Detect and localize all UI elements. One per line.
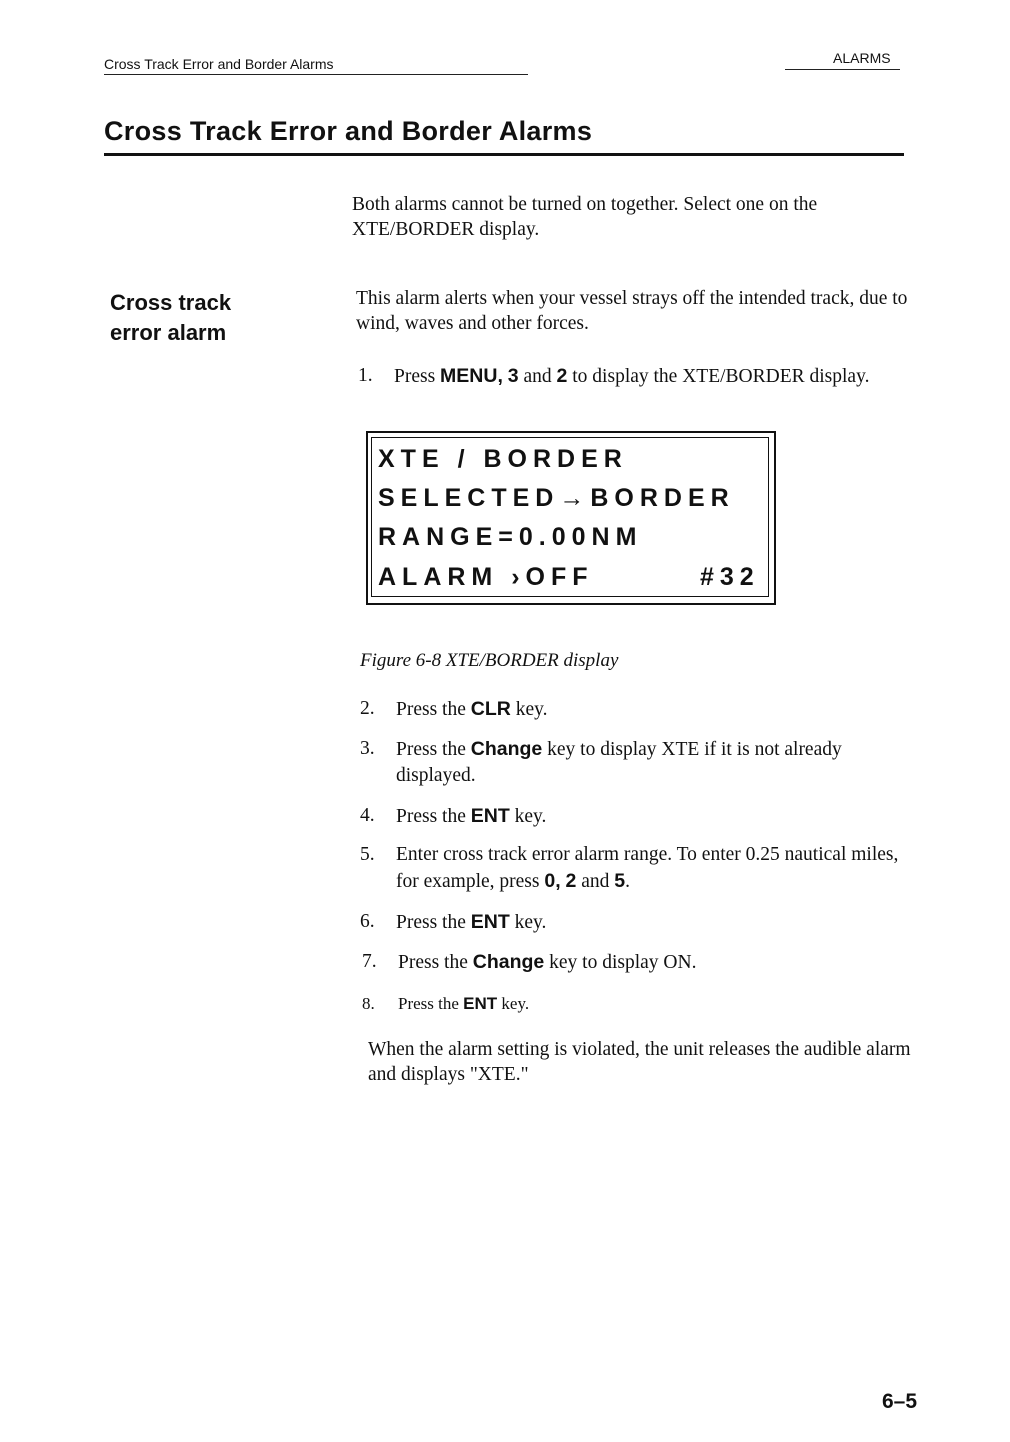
- intro-paragraph: Both alarms cannot be turned on together. Select one on the XTE/BORDER display.: [352, 194, 818, 240]
- step-number: 2.: [360, 698, 375, 719]
- lcd-line-4: ALARM ›OFF: [378, 563, 594, 591]
- subsection-heading: [110, 288, 231, 348]
- step-text: and: [576, 871, 615, 892]
- step-1: [358, 363, 934, 390]
- step-number: 6.: [360, 911, 375, 932]
- step-text: key to display ON.: [544, 952, 697, 973]
- step-text: Press: [394, 366, 441, 387]
- key-label: 2: [556, 365, 568, 387]
- lcd-line-2: SELECTED→BORDER: [378, 484, 735, 512]
- running-header-right: ALARMS: [833, 50, 891, 66]
- step-5: [360, 842, 916, 895]
- step-text: key.: [497, 994, 530, 1013]
- step-text: Press the: [398, 952, 473, 973]
- step-text: key.: [509, 806, 547, 827]
- key-label: MENU,: [440, 365, 503, 387]
- step-text: Press the: [396, 739, 471, 760]
- step-number: 5.: [360, 844, 375, 865]
- running-header-right-rule: [785, 69, 900, 70]
- step-number: 1.: [358, 365, 373, 386]
- key-label: Change: [472, 951, 545, 973]
- lcd-line-1: XTE / BORDER: [378, 445, 628, 473]
- step-2: [360, 696, 916, 723]
- section-title: Cross Track Error and Border Alarms: [104, 116, 593, 146]
- step-text: key.: [510, 699, 548, 720]
- key-label: 5: [614, 870, 626, 892]
- subsection-heading-line2: error alarm: [110, 320, 227, 345]
- closing-note: When the alarm setting is violated, the unit releases the audible alarm and displays "XTE.": [368, 1039, 911, 1085]
- key-label: 3: [507, 365, 519, 387]
- key-label: 2: [565, 870, 577, 892]
- step-3: [360, 736, 916, 789]
- lcd-menu-number: #32: [700, 563, 760, 591]
- step-number: 4.: [360, 805, 375, 826]
- subsection-paragraph: This alarm alerts when your vessel strays off the intended track, due to wind, waves and other forces.: [356, 288, 908, 334]
- step-text: Press the: [396, 912, 471, 933]
- key-label: ENT: [470, 911, 510, 933]
- step-text: Enter cross track error alarm range. To enter 0.25 nautical miles, for example, press: [396, 844, 899, 892]
- key-label: ENT: [470, 805, 510, 827]
- step-text: key to display XTE if it is not already displayed.: [396, 739, 842, 786]
- step-8: [362, 991, 918, 1017]
- step-4: [360, 803, 916, 830]
- step-text: Press the: [396, 806, 471, 827]
- key-label: 0,: [544, 870, 561, 892]
- key-label: ENT: [463, 994, 498, 1013]
- key-label: CLR: [470, 698, 511, 720]
- step-text: .: [625, 871, 631, 892]
- page-number: 6–5: [882, 1390, 918, 1413]
- step-number: 8.: [362, 994, 375, 1013]
- step-number: 7.: [362, 951, 377, 972]
- figure-caption: Figure 6-8 XTE/BORDER display: [360, 650, 619, 671]
- key-label: Change: [470, 738, 543, 760]
- section-title-rule: [104, 153, 904, 156]
- running-header-left: Cross Track Error and Border Alarms: [104, 56, 334, 72]
- step-text: Press the: [396, 699, 471, 720]
- step-number: 3.: [360, 738, 375, 759]
- step-text: key.: [509, 912, 547, 933]
- running-header-left-rule: [104, 74, 528, 75]
- step-7: [362, 949, 918, 976]
- step-text: and: [518, 366, 557, 387]
- step-text: Press the: [398, 994, 464, 1013]
- step-6: [360, 909, 916, 936]
- step-text: to display the XTE/BORDER display.: [567, 366, 870, 387]
- subsection-heading-line1: Cross track: [110, 290, 232, 315]
- lcd-line-3: RANGE=0.00NM: [378, 523, 643, 551]
